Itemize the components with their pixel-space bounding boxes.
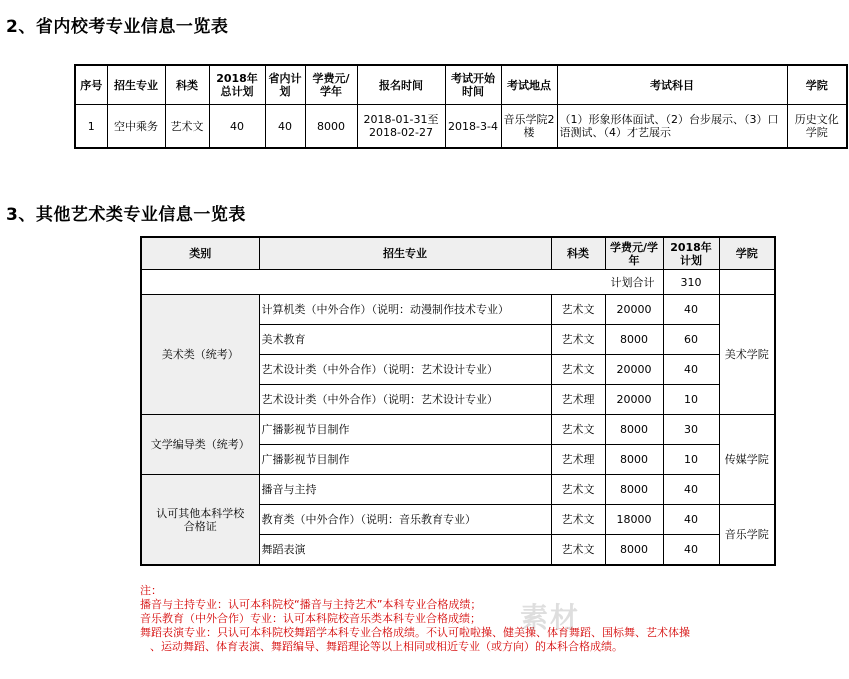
table-cell <box>719 270 775 295</box>
table-cell: 2018-3-4 <box>445 105 501 149</box>
table-cell: 艺术文 <box>551 505 605 535</box>
total-value: 310 <box>663 270 719 295</box>
table-cell: 历史文化学院 <box>787 105 847 149</box>
table-cell: 艺术文 <box>165 105 209 149</box>
college-cell: 美术学院 <box>719 295 775 415</box>
header-cell: 学费元/学年 <box>605 237 663 270</box>
header-cell: 招生专业 <box>107 65 165 105</box>
header-cell: 类别 <box>141 237 259 270</box>
table-cell: 20000 <box>605 295 663 325</box>
table-cell: 40 <box>209 105 265 149</box>
category-cell: 文学编导类（统考） <box>141 415 259 475</box>
table-cell: 音乐学院2楼 <box>501 105 557 149</box>
table-cell: 40 <box>663 535 719 566</box>
category-cell: 美术类（统考） <box>141 295 259 415</box>
table-cell: 艺术文 <box>551 355 605 385</box>
table-cell: 艺术文 <box>551 475 605 505</box>
table-cell: 8000 <box>605 415 663 445</box>
table-row <box>141 475 775 505</box>
table-cell: 60 <box>663 325 719 355</box>
provincial-exam-table <box>74 64 848 149</box>
table-cell: 10 <box>663 445 719 475</box>
table-cell: 舞蹈表演 <box>259 535 551 566</box>
header-cell: 考试地点 <box>501 65 557 105</box>
table-cell: 40 <box>663 505 719 535</box>
header-cell: 2018年计划 <box>663 237 719 270</box>
college-cell: 传媒学院 <box>719 415 775 505</box>
table-cell: 美术教育 <box>259 325 551 355</box>
table-header-row <box>141 237 775 270</box>
header-cell: 省内计划 <box>265 65 305 105</box>
table-cell: 8000 <box>305 105 357 149</box>
header-cell: 报名时间 <box>357 65 445 105</box>
header-cell: 考试开始时间 <box>445 65 501 105</box>
table-cell: 艺术理 <box>551 445 605 475</box>
table-cell: 40 <box>663 295 719 325</box>
table-cell: 艺术设计类（中外合作）（说明：艺术设计专业） <box>259 385 551 415</box>
table-cell: 8000 <box>605 535 663 566</box>
table-cell: 40 <box>265 105 305 149</box>
table-cell: 10 <box>663 385 719 415</box>
table-cell: 艺术文 <box>551 325 605 355</box>
header-cell: 招生专业 <box>259 237 551 270</box>
table-cell: 艺术设计类（中外合作）（说明：艺术设计专业） <box>259 355 551 385</box>
table-cell: 30 <box>663 415 719 445</box>
table-cell: 40 <box>663 475 719 505</box>
table-cell: 计算机类（中外合作）（说明：动漫制作技术专业） <box>259 295 551 325</box>
table-cell: 20000 <box>605 355 663 385</box>
section3-heading: 3、其他艺术类专业信息一览表 <box>6 205 246 225</box>
table-cell: 8000 <box>605 325 663 355</box>
header-cell: 学费元/学年 <box>305 65 357 105</box>
total-label: 计划合计 <box>141 270 663 295</box>
table-cell: 8000 <box>605 475 663 505</box>
table-row <box>75 105 847 149</box>
notes <box>140 584 780 654</box>
header-cell: 学院 <box>719 237 775 270</box>
table-cell: 广播影视节目制作 <box>259 445 551 475</box>
table-cell: 广播影视节目制作 <box>259 415 551 445</box>
table-cell: 播音与主持 <box>259 475 551 505</box>
table-cell: 艺术文 <box>551 415 605 445</box>
section2-heading: 2、省内校考专业信息一览表 <box>6 17 229 37</box>
table-cell: 艺术文 <box>551 295 605 325</box>
table-cell: 艺术文 <box>551 535 605 566</box>
category-cell: 认可其他本科学校合格证 <box>141 475 259 566</box>
table-header-row <box>75 65 847 105</box>
notes-title: 注： <box>140 584 162 597</box>
watermark: 素材 <box>520 601 581 634</box>
header-cell: 科类 <box>165 65 209 105</box>
note-line: 、运动舞蹈、体育表演、舞蹈编导、舞蹈理论等以上相同或相近专业（或方向）的本科合格成绩。 <box>150 640 623 653</box>
table-cell: 2018-01-31至2018-02-27 <box>357 105 445 149</box>
header-cell: 考试科目 <box>557 65 787 105</box>
header-cell: 序号 <box>75 65 107 105</box>
table-row <box>141 295 775 325</box>
note-line: 舞蹈表演专业：只认可本科院校舞蹈学本科专业合格成绩。不认可啦啦操、健美操、体育舞蹈、国标舞、艺术体操 <box>140 626 690 639</box>
table-cell: 空中乘务 <box>107 105 165 149</box>
table-cell: 8000 <box>605 445 663 475</box>
table-cell: 40 <box>663 355 719 385</box>
note-line: 播音与主持专业：认可本科院校“播音与主持艺术”本科专业合格成绩； <box>140 598 482 611</box>
header-cell: 科类 <box>551 237 605 270</box>
table-row <box>141 415 775 445</box>
table-cell: 20000 <box>605 385 663 415</box>
header-cell: 2018年总计划 <box>209 65 265 105</box>
table-cell: 教育类（中外合作）（说明：音乐教育专业） <box>259 505 551 535</box>
header-cell: 学院 <box>787 65 847 105</box>
table-cell: （1）形象形体面试、（2）台步展示、（3）口语测试、（4）才艺展示 <box>557 105 787 149</box>
note-line: 音乐教育（中外合作）专业：认可本科院校音乐类本科专业合格成绩； <box>140 612 481 625</box>
total-row <box>141 270 775 295</box>
table-cell: 18000 <box>605 505 663 535</box>
table-cell: 艺术理 <box>551 385 605 415</box>
table-cell: 1 <box>75 105 107 149</box>
college-cell: 音乐学院 <box>719 505 775 566</box>
other-arts-table <box>140 236 776 566</box>
